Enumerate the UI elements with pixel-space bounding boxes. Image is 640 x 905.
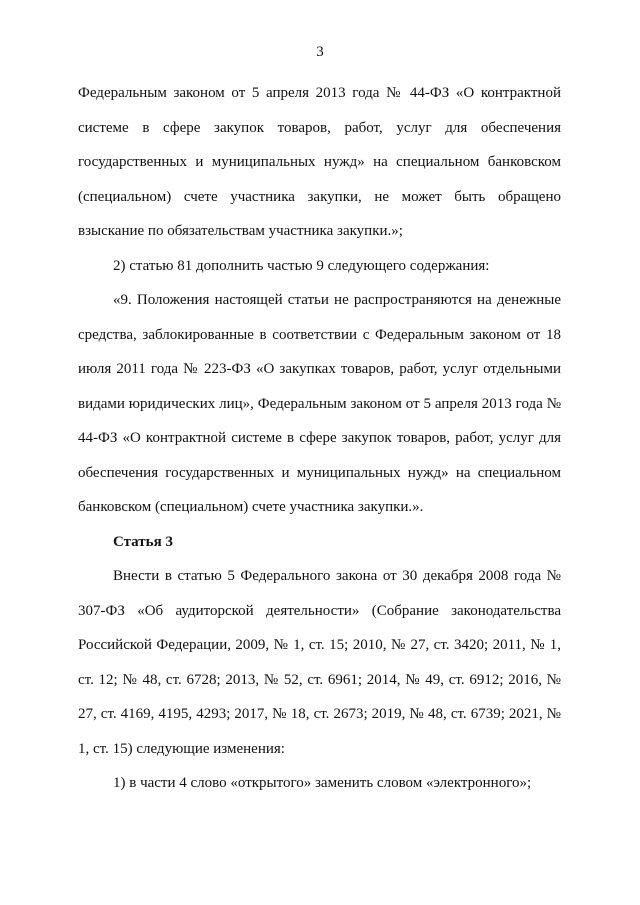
page-number: 3 <box>316 44 324 60</box>
paragraph-continuation: Федеральным законом от 5 апреля 2013 года № 44-ФЗ «О контрактной системе в сфере закупок товаров, работ, услуг для обеспечения государственных и муниципальных нужд» на специальном банковском (специальном) счете участника закупки, не может быть обращено взыскание по обязательствам участника закупки.»; <box>78 85 561 239</box>
paragraph-article-3-intro: Внести в статью 5 Федерального закона от 30 декабря 2008 года № 307-ФЗ «Об аудиторской деятельности» (Собрание законодательства Российской Федерации, 2009, № 1, ст. 15; 2010, № 27, ст. 3420; 2011, № 1, ст. 12; № 48, ст. 6728; 2013, № 52, ст. 6961; 2014, № 49, ст. 6912; 2016, № 27, ст. 4169, 4195, 4293; 2017, № 18, ст. 2673; 2019, № 48, ст. 6739; 2021, № 1, ст. 15) следующие изменения: <box>78 568 561 757</box>
paragraph-quote-part-9: «9. Положения настоящей статьи не распространяются на денежные средства, заблокированные в соответствии с Федеральным законом от 18 июля 2011 года № 223-ФЗ «О закупках товаров, работ, услуг отдельными видами юридических лиц», Федеральным законом от 5 апреля 2013 года № 44-ФЗ «О контрактной системе в сфере закупок товаров, работ, услуг для обеспечения государственных и муниципальных нужд» на специальном банковском (специальном) счете участника закупки.». <box>78 292 561 515</box>
paragraph-item-1: 1) в части 4 слово «открытого» заменить словом «электронного»; <box>113 775 532 791</box>
paragraph-item-2: 2) статью 81 дополнить частью 9 следующего содержания: <box>113 257 490 274</box>
article-heading: Статья 3 <box>113 533 173 550</box>
document-body <box>78 76 561 801</box>
